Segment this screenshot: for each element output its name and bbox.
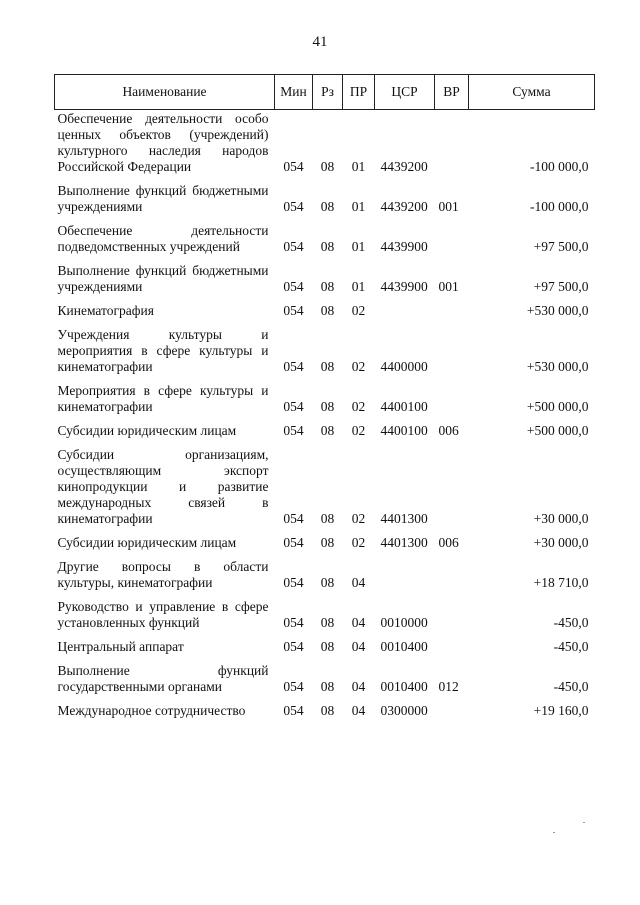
table-row [55, 419, 595, 443]
header-csr: ЦСР [375, 75, 435, 110]
cell-rz: 08 [320, 239, 335, 254]
cell-min: 054 [283, 615, 304, 630]
header-pr: ПР [343, 75, 375, 110]
cell-min: 054 [283, 535, 304, 550]
cell-rz: 08 [320, 199, 335, 214]
cell-pr: 04 [351, 575, 366, 590]
cell-min: 054 [283, 639, 304, 654]
cell-pr: 04 [351, 639, 366, 654]
table-row [55, 635, 595, 659]
cell-name: Выполнение функций бюджетными учреждениями [57, 263, 269, 294]
table-row [55, 379, 595, 419]
cell-pr: 01 [351, 159, 366, 174]
cell-rz: 08 [320, 399, 335, 414]
cell-sum: +18 710,0 [533, 575, 589, 590]
table-row [55, 219, 595, 259]
table-row [55, 443, 595, 531]
cell-sum: -450,0 [553, 615, 589, 630]
cell-csr: 4439200 [380, 159, 428, 174]
cell-vr [435, 219, 469, 259]
table-row [55, 531, 595, 555]
table-row [55, 699, 595, 723]
scan-speck [553, 832, 555, 833]
cell-vr: 006 [438, 535, 459, 550]
cell-pr: 04 [351, 703, 366, 718]
cell-vr: 012 [438, 679, 459, 694]
cell-rz: 08 [320, 575, 335, 590]
cell-pr: 02 [351, 303, 366, 318]
cell-min: 054 [283, 511, 304, 526]
budget-table [54, 74, 595, 723]
table-row [55, 299, 595, 323]
cell-sum: +530 000,0 [526, 303, 589, 318]
cell-pr: 02 [351, 511, 366, 526]
cell-vr [435, 635, 469, 659]
cell-name: Центральный аппарат [57, 639, 184, 654]
cell-name: Субсидии организациям, осуществляющим экспорт кинопродукции и развитие международных связей в кинематографии [57, 447, 269, 526]
cell-vr [435, 595, 469, 635]
cell-sum: -100 000,0 [530, 199, 589, 214]
cell-csr [375, 555, 435, 595]
cell-pr: 01 [351, 279, 366, 294]
cell-rz: 08 [320, 303, 335, 318]
cell-name: Обеспечение деятельности особо ценных объектов (учреждений) культурного наследия народов Российской Федерации [57, 111, 269, 174]
cell-rz: 08 [320, 703, 335, 718]
cell-sum: +97 500,0 [533, 279, 589, 294]
cell-min: 054 [283, 159, 304, 174]
cell-pr: 01 [351, 199, 366, 214]
cell-vr: 001 [438, 199, 459, 214]
cell-min: 054 [283, 575, 304, 590]
cell-min: 054 [283, 239, 304, 254]
cell-sum: +97 500,0 [533, 239, 589, 254]
cell-min: 054 [283, 279, 304, 294]
cell-name: Субсидии юридическим лицам [57, 535, 237, 550]
cell-rz: 08 [320, 423, 335, 438]
cell-name: Выполнение функций государственными органами [57, 663, 269, 694]
cell-csr: 4401300 [380, 535, 428, 550]
cell-sum: -450,0 [553, 679, 589, 694]
cell-sum: -100 000,0 [530, 159, 589, 174]
cell-name: Учреждения культуры и мероприятия в сфере культуры и кинематографии [57, 327, 269, 374]
cell-csr: 4400100 [380, 399, 428, 414]
cell-pr: 02 [351, 359, 366, 374]
header-rz: Рз [313, 75, 343, 110]
table-row [55, 259, 595, 299]
cell-pr: 02 [351, 399, 366, 414]
table-row [55, 110, 595, 180]
header-min: Мин [275, 75, 313, 110]
cell-pr: 02 [351, 423, 366, 438]
cell-csr: 0010000 [380, 615, 428, 630]
cell-min: 054 [283, 359, 304, 374]
cell-name: Руководство и управление в сфере установленных функций [57, 599, 269, 630]
cell-csr: 0010400 [380, 639, 428, 654]
cell-vr [435, 110, 469, 180]
cell-csr: 4400100 [380, 423, 428, 438]
cell-min: 054 [283, 399, 304, 414]
cell-sum: +30 000,0 [533, 511, 589, 526]
cell-sum: +30 000,0 [533, 535, 589, 550]
page-number: 41 [312, 34, 328, 50]
cell-rz: 08 [320, 359, 335, 374]
cell-min: 054 [283, 303, 304, 318]
cell-rz: 08 [320, 159, 335, 174]
cell-name: Мероприятия в сфере культуры и кинематографии [57, 383, 269, 414]
scan-speck [583, 822, 585, 823]
cell-min: 054 [283, 679, 304, 694]
cell-vr [435, 443, 469, 531]
cell-rz: 08 [320, 279, 335, 294]
cell-csr: 0300000 [380, 703, 428, 718]
cell-name: Кинематография [57, 303, 154, 318]
cell-rz: 08 [320, 511, 335, 526]
table-row [55, 179, 595, 219]
cell-rz: 08 [320, 639, 335, 654]
table-row [55, 555, 595, 595]
cell-pr: 04 [351, 615, 366, 630]
cell-csr: 4439900 [380, 239, 428, 254]
table-row [55, 595, 595, 635]
cell-sum: +530 000,0 [526, 359, 589, 374]
cell-csr: 0010400 [380, 679, 428, 694]
cell-rz: 08 [320, 535, 335, 550]
cell-sum: -450,0 [553, 639, 589, 654]
cell-vr: 006 [438, 423, 459, 438]
table-header-row [55, 75, 595, 110]
cell-csr: 4401300 [380, 511, 428, 526]
cell-pr: 02 [351, 535, 366, 550]
header-sum: Сумма [469, 75, 595, 110]
table-row [55, 659, 595, 699]
header-vr: ВР [435, 75, 469, 110]
cell-rz: 08 [320, 679, 335, 694]
cell-vr: 001 [438, 279, 459, 294]
cell-min: 054 [283, 703, 304, 718]
cell-name: Выполнение функций бюджетными учреждениями [57, 183, 269, 214]
header-name: Наименование [55, 75, 275, 110]
cell-min: 054 [283, 199, 304, 214]
cell-csr: 4400000 [380, 359, 428, 374]
cell-rz: 08 [320, 615, 335, 630]
cell-vr [435, 699, 469, 723]
cell-name: Обеспечение деятельности подведомственных учреждений [57, 223, 269, 254]
cell-sum: +500 000,0 [526, 399, 589, 414]
cell-csr [375, 299, 435, 323]
cell-vr [435, 379, 469, 419]
cell-name: Субсидии юридическим лицам [57, 423, 237, 438]
cell-vr [435, 555, 469, 595]
cell-min: 054 [283, 423, 304, 438]
cell-vr [435, 323, 469, 379]
cell-name: Международное сотрудничество [57, 703, 246, 718]
cell-pr: 01 [351, 239, 366, 254]
cell-sum: +500 000,0 [526, 423, 589, 438]
table-body [55, 110, 595, 724]
cell-pr: 04 [351, 679, 366, 694]
cell-name: Другие вопросы в области культуры, кинематографии [57, 559, 269, 590]
cell-sum: +19 160,0 [533, 703, 589, 718]
cell-csr: 4439200 [380, 199, 428, 214]
cell-csr: 4439900 [380, 279, 428, 294]
cell-vr [435, 299, 469, 323]
table-row [55, 323, 595, 379]
